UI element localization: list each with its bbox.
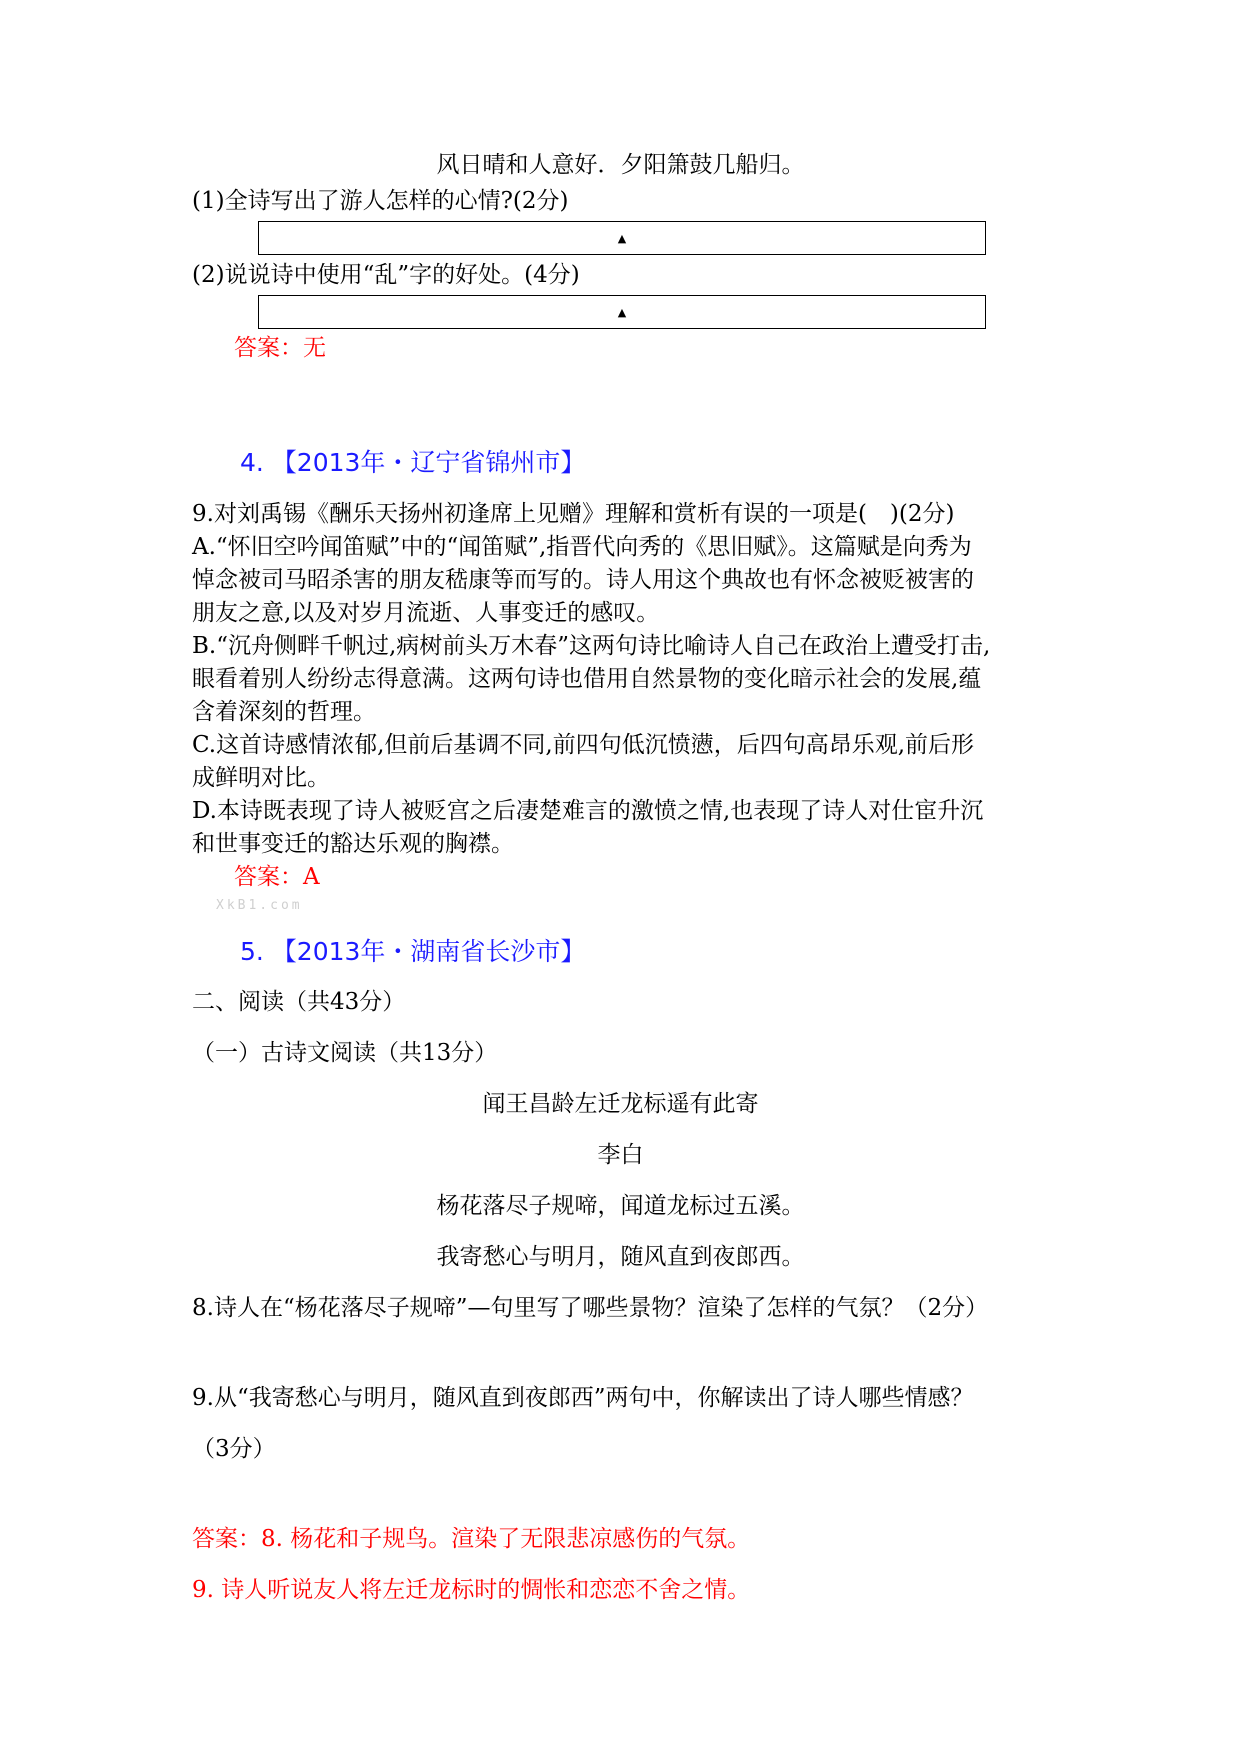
answer-input-box-2[interactable] — [258, 295, 986, 329]
poem-line-1: 杨花落尽子规啼，闻道龙标过五溪。 — [436, 1193, 805, 1219]
poem-line: 风日晴和人意好．夕阳箫鼓几船归。 — [436, 152, 805, 178]
poem-author: 李白 — [597, 1142, 644, 1168]
poem-line-2: 我寄愁心与明月，随风直到夜郎西。 — [436, 1244, 805, 1270]
option-b-line-3: 含着深刻的哲理。 — [192, 699, 376, 725]
option-c-line-1: C.这首诗感情浓郁,但前后基调不同,前四句低沉愤懑，后四句高昂乐观,前后形 — [192, 732, 975, 758]
answer-4: 答案：A — [234, 864, 320, 890]
answer-3: 答案：无 — [234, 335, 326, 361]
section-heading-4: 4. 【2013年・辽宁省锦州市】 — [240, 448, 586, 477]
poem-title: 闻王昌龄左迁龙标遥有此寄 — [482, 1091, 759, 1117]
answer-input-box-1[interactable] — [258, 221, 986, 255]
option-d-line-2: 和世事变迁的豁达乐观的胸襟。 — [192, 831, 514, 857]
triangle-marker-icon: ▲ — [617, 231, 627, 245]
answer-5-1: 答案：8. 杨花和子规鸟。渲染了无限悲凉感伤的气氛。 — [192, 1526, 751, 1552]
section-reading: 二、阅读（共43分） — [192, 989, 406, 1015]
question-4-stem: 9.对刘禹锡《酬乐天扬州初逢席上见赠》理解和赏析有误的一项是( )(2分) — [192, 501, 955, 527]
question-3-1: (1)全诗写出了游人怎样的心情?(2分) — [192, 188, 569, 214]
question-5-9-points: （3分） — [192, 1436, 276, 1462]
option-b-line-2: 眼看着别人纷纷志得意满。这两句诗也借用自然景物的变化暗示社会的发展,蕴 — [192, 666, 982, 692]
option-c-line-2: 成鲜明对比。 — [192, 765, 330, 791]
option-a-line-3: 朋友之意,以及对岁月流逝、人事变迁的感叹。 — [192, 600, 660, 626]
question-3-2: (2)说说诗中使用“乱”字的好处。(4分) — [192, 262, 580, 288]
question-5-8: 8.诗人在“杨花落尽子规啼”—句里写了哪些景物？渲染了怎样的气氛？（2分） — [192, 1295, 989, 1321]
option-a-line-1: A.“怀旧空吟闻笛赋”中的“闻笛赋”,指晋代向秀的《思旧赋》。这篇赋是向秀为 — [192, 534, 972, 560]
question-5-9: 9.从“我寄愁心与明月，随风直到夜郎西”两句中，你解读出了诗人哪些情感？ — [192, 1385, 974, 1411]
option-d-line-1: D.本诗既表现了诗人被贬宫之后凄楚难言的激愤之情,也表现了诗人对仕宦升沉 — [192, 798, 984, 824]
option-a-line-2: 悼念被司马昭杀害的朋友嵇康等而写的。诗人用这个典故也有怀念被贬被害的 — [192, 567, 974, 593]
watermark: XkB1.com — [216, 898, 303, 913]
section-poetry: （一）古诗文阅读（共13分） — [192, 1040, 498, 1066]
answer-5-2: 9. 诗人听说友人将左迁龙标时的惆怅和恋恋不舍之情。 — [192, 1577, 751, 1603]
option-b-line-1: B.“沉舟侧畔千帆过,病树前头万木春”这两句诗比喻诗人自己在政治上遭受打击, — [192, 633, 991, 659]
triangle-marker-icon: ▲ — [617, 305, 627, 319]
section-heading-5: 5. 【2013年・湖南省长沙市】 — [240, 937, 586, 966]
